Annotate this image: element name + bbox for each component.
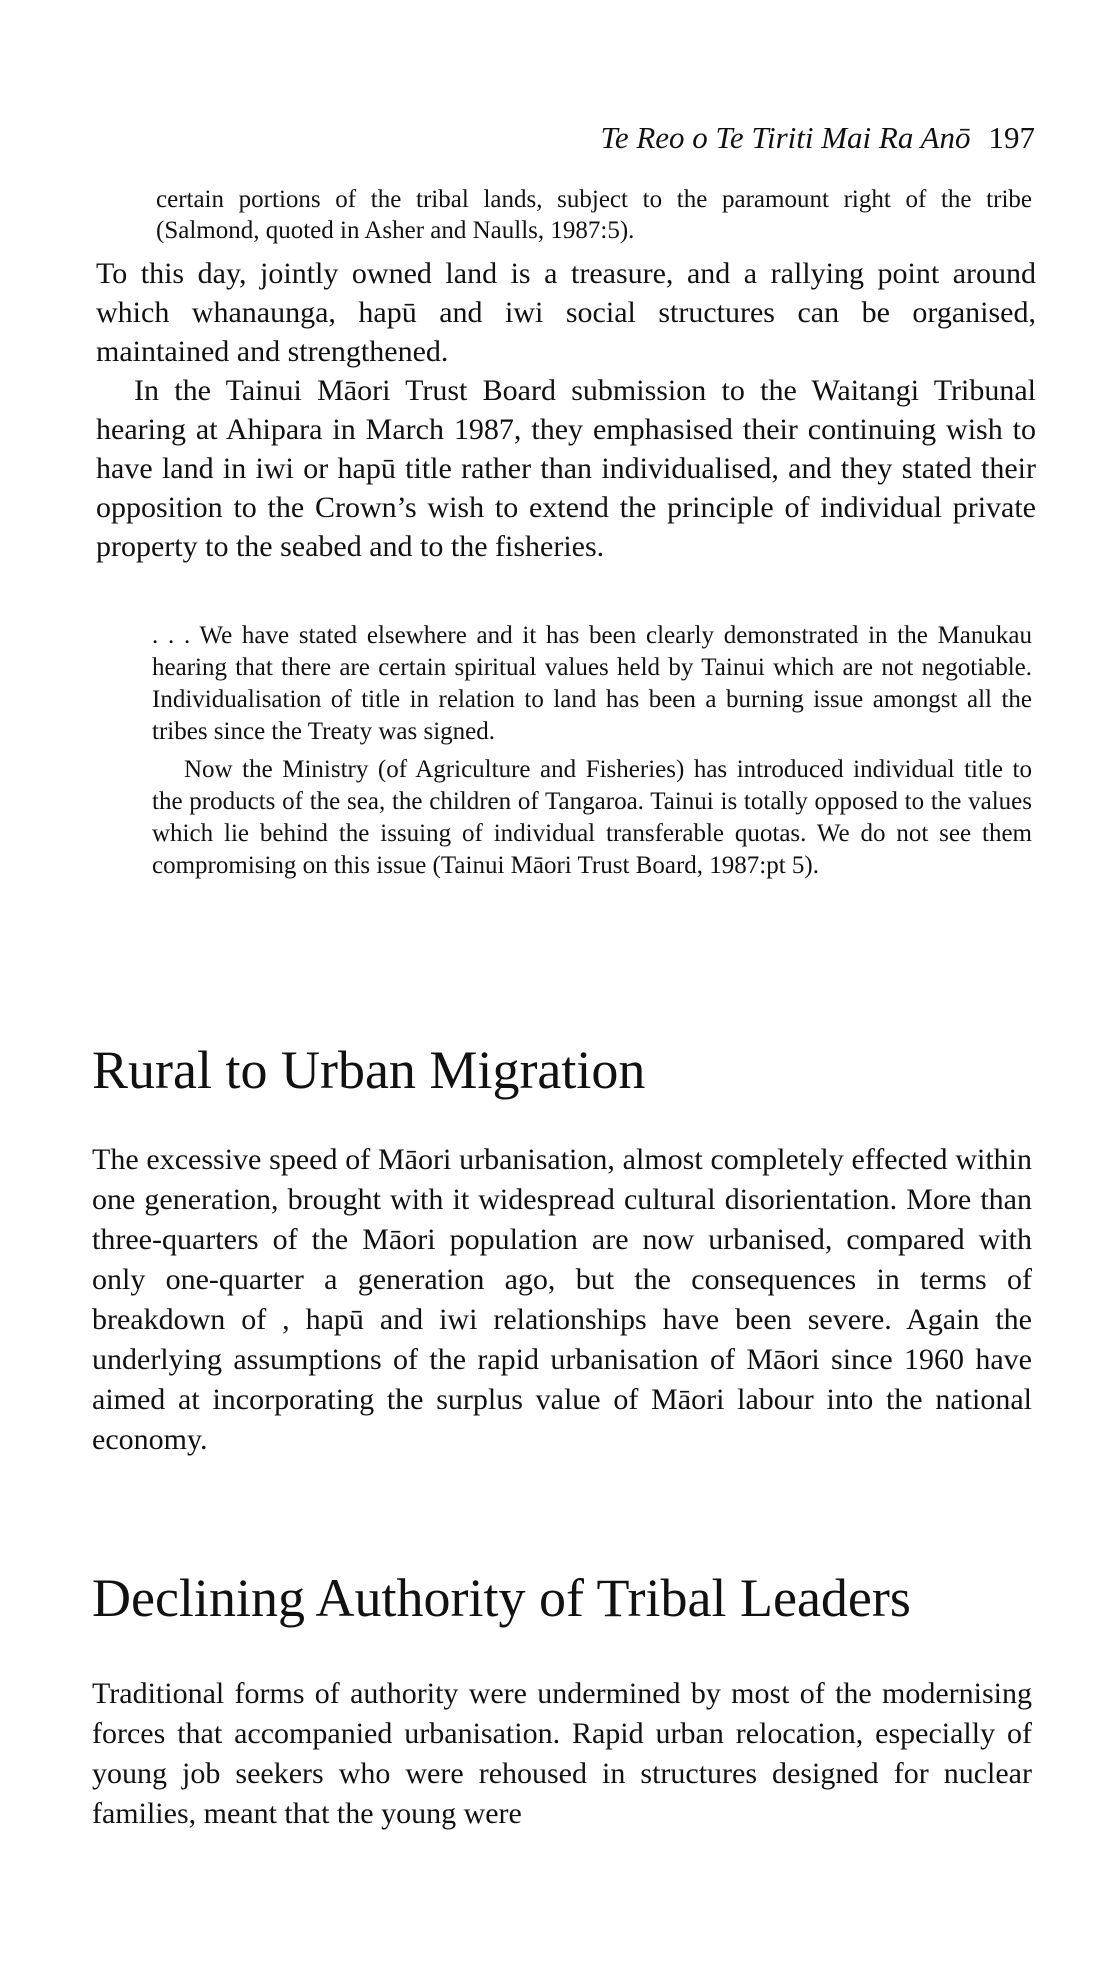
running-head <box>520 118 1035 158</box>
body-text-3 <box>92 1674 1032 1834</box>
running-head-title: Te Reo o Te Tiriti Mai Ra Anō <box>600 120 971 155</box>
section-heading: Rural to Urban Migration <box>92 1040 646 1100</box>
section-heading: Declining Authority of Tribal Leaders <box>92 1568 911 1628</box>
page-number: 197 <box>988 120 1035 155</box>
body-text-2 <box>92 1140 1032 1460</box>
body-paragraph: In the Tainui Māori Trust Board submission to the Waitangi Tribunal hearing at Ahipara in March 1987, they emphasised their continuing wish to have land in iwi or hapū title rather than individualised, and they stated their opposition to the Crown’s wish to extend the principle of individual private property to the seabed and to the fisheries. <box>96 374 1036 563</box>
body-paragraph: The excessive speed of Māori urbanisation, almost completely effected within one generation, brought with it widespread cultural disorientation. More than three-quarters of the Māori population are now urbanised, compared with only one-quarter a generation ago, but the consequences in terms of breakdown of , hapū and iwi relationships have been severe. Again the underlying assumptions of the rapid urbanisation of Māori since 1960 have aimed at incorporating the surplus value of Māori labour into the national economy. <box>92 1143 1032 1456</box>
body-text-1 <box>96 254 1036 566</box>
block-quote-continued <box>156 184 1032 246</box>
body-paragraph: To this day, jointly owned land is a treasure, and a rallying point around which whanaunga, hapū and iwi social structures can be organised, maintained and strengthened. <box>96 257 1036 368</box>
quote-paragraph: . . . We have stated elsewhere and it has been clearly demonstrated in the Manukau hearing that there are certain spiritual values held by Tainui which are not negotiable. Individualisation of title in relation to land has been a burning issue amongst all the tribes since the Treaty was signed. <box>152 622 1032 745</box>
quote-paragraph: certain portions of the tribal lands, subject to the paramount right of the tribe (Salmond, quoted in Asher and Naulls, 1987:5). <box>156 186 1032 244</box>
block-quote-tainui <box>152 620 1032 882</box>
body-paragraph: Traditional forms of authority were undermined by most of the modernising forces that accompanied urbanisation. Rapid urban relocation, especially of young job seekers who were rehoused in structures designed for nuclear families, meant that the young were <box>92 1677 1032 1830</box>
quote-paragraph: Now the Ministry (of Agriculture and Fisheries) has introduced individual title to the products of the sea, the children of Tangaroa. Tainui is totally opposed to the values which lie behind the issuing of individual transferable quotas. We do not see them compromising on this issue (Tainui Māori Trust Board, 1987:pt 5). <box>152 756 1032 879</box>
